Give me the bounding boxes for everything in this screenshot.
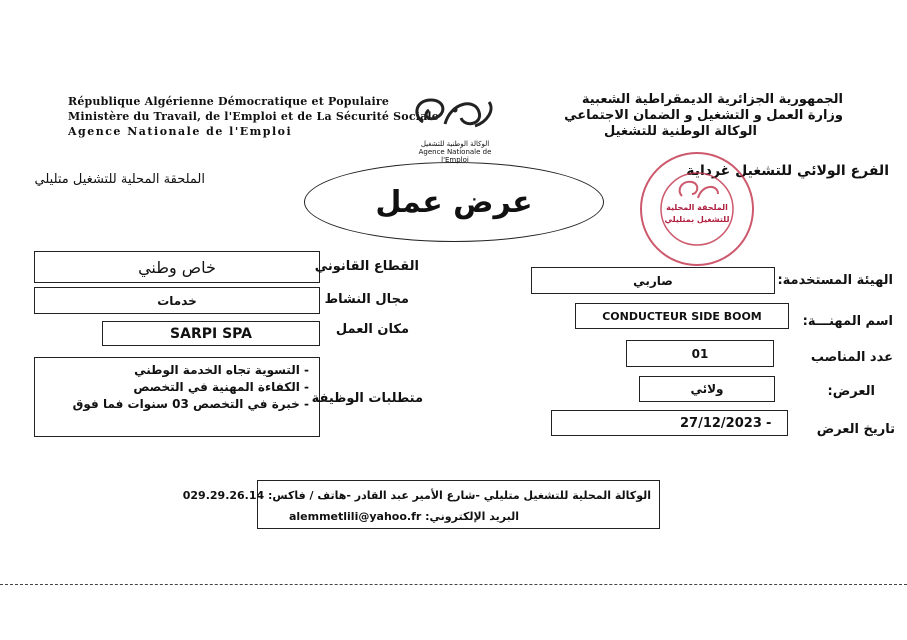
footer-address: الوكالة المحلية للتشغيل متليلي -شارع الأمير عبد القادر -هاتف / فاكس: 029.29.26.14 <box>182 489 651 502</box>
requirement-item: - الكفاءة المهنية في التخصص <box>35 379 309 396</box>
date-dash: - <box>766 415 772 431</box>
branch-left: الملحقة المحلية للتشغيل متليلي <box>34 172 205 187</box>
employer-box: صاربي <box>531 267 775 294</box>
positions-label: عدد المناصب <box>810 350 893 365</box>
job-label: اسم المهنـــة: <box>802 314 893 329</box>
footer-email-label: البريد الإلكتروني: <box>425 510 519 523</box>
header-fr-line2: Ministère du Travail, de l'Emploi et de La Sécurité Sociale <box>68 110 439 123</box>
job-box: CONDUCTEUR SIDE BOOM <box>575 303 789 329</box>
logo-caption-fr: Agence Nationale de l'Emploi <box>418 148 492 164</box>
requirement-item: - خبرة في التخصص 03 سنوات فما فوق <box>35 396 309 413</box>
legal-sector-box: خاص وطني <box>34 251 320 283</box>
requirements-label: متطلبات الوظيفة <box>311 391 423 406</box>
activity-box: خدمات <box>34 287 320 314</box>
header-ar-line1: الجمهورية الجزائرية الديمقراطية الشعبية <box>581 92 843 107</box>
bottom-divider <box>0 584 907 585</box>
offer-label: العرض: <box>827 384 875 399</box>
header-ar-line2: وزارة العمل و التشغيل و الضمان الاجتماعي <box>564 108 843 123</box>
page-title: عرض عمل <box>375 184 533 220</box>
header-ar-line3: الوكالة الوطنية للتشغيل <box>604 124 757 139</box>
requirement-item: - التسوية تجاه الخدمة الوطني <box>35 362 309 379</box>
official-stamp <box>638 150 756 268</box>
workplace-box: SARPI SPA <box>102 321 320 346</box>
date-box <box>551 410 788 436</box>
footer-email-row <box>289 510 519 523</box>
header-fr-line1: République Algérienne Démocratique et Populaire <box>68 95 390 108</box>
title-ellipse <box>304 162 604 242</box>
legal-sector-label: القطاع القانوني <box>314 259 419 274</box>
employer-label: الهيئة المستخدمة: <box>777 273 893 288</box>
requirements-box <box>34 357 320 437</box>
offer-box: ولائي <box>639 376 775 402</box>
branch-right: الفرع الولائي للتشغيل غرداية <box>686 163 889 179</box>
date-value: 27/12/2023 <box>680 415 762 431</box>
header-fr-line3: Agence Nationale de l'Emploi <box>68 125 293 138</box>
footer-box <box>182 480 660 529</box>
stamp-text: الملحقة المحلية للتشغيل بمتليلي <box>664 203 730 224</box>
logo-caption-ar: الوكالة الوطنية للتشغيل <box>420 140 490 148</box>
workplace-label: مكان العمل <box>335 322 409 337</box>
activity-label: مجال النشاط <box>324 292 409 307</box>
footer-email: alemmetlili@yahoo.fr <box>288 510 422 523</box>
positions-box: 01 <box>626 340 774 367</box>
requirements-list <box>35 358 319 413</box>
date-label: تاريخ العرض <box>816 422 895 437</box>
anem-logo <box>405 92 505 164</box>
anem-logo-icon <box>405 92 505 136</box>
